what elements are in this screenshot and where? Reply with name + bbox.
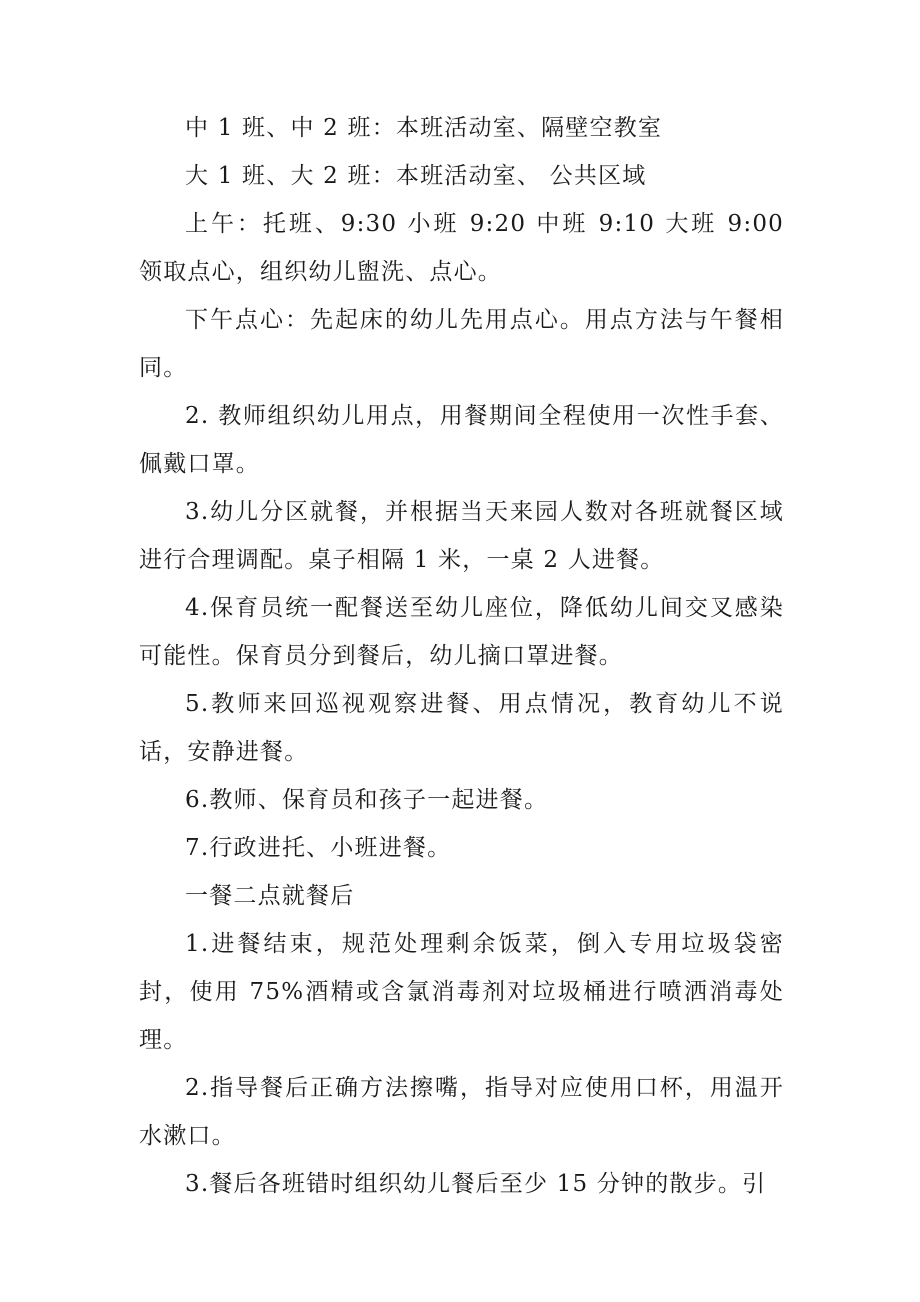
paragraph: 上午：托班、9:30 小班 9:20 中班 9:10 大班 9:00 领取点心，组织幼儿盥洗、点心。 bbox=[139, 211, 784, 285]
paragraph: 4.保育员统一配餐送至幼儿座位，降低幼儿间交叉感染可能性。保育员分到餐后，幼儿摘口罩进餐。 bbox=[139, 595, 784, 669]
paragraph: 3.餐后各班错时组织幼儿餐后至少 15 分钟的散步。引 bbox=[185, 1171, 767, 1197]
paragraph: 5.教师来回巡视观察进餐、用点情况，教育幼儿不说话，安静进餐。 bbox=[139, 691, 784, 765]
paragraph: 中 1 班、中 2 班：本班活动室、隔壁空教室 bbox=[185, 115, 663, 141]
paragraph: 7.行政进托、小班进餐。 bbox=[185, 835, 452, 861]
paragraph: 大 1 班、大 2 班：本班活动室、 公共区域 bbox=[185, 163, 647, 189]
paragraph: 下午点心：先起床的幼儿先用点心。用点方法与午餐相同。 bbox=[139, 307, 784, 381]
document-body bbox=[139, 104, 784, 1208]
paragraph: 2. 教师组织幼儿用点，用餐期间全程使用一次性手套、佩戴口罩。 bbox=[139, 403, 784, 477]
paragraph: 2.指导餐后正确方法擦嘴，指导对应使用口杯，用温开水漱口。 bbox=[139, 1075, 784, 1149]
paragraph: 3.幼儿分区就餐，并根据当天来园人数对各班就餐区域进行合理调配。桌子相隔 1 米，一桌 2 人进餐。 bbox=[139, 499, 784, 573]
paragraph: 1.进餐结束，规范处理剩余饭菜，倒入专用垃圾袋密封，使用 75%酒精或含氯消毒剂对垃圾桶进行喷洒消毒处理。 bbox=[139, 931, 784, 1053]
section-heading: 一餐二点就餐后 bbox=[185, 883, 355, 909]
paragraph: 6.教师、保育员和孩子一起进餐。 bbox=[185, 787, 549, 813]
